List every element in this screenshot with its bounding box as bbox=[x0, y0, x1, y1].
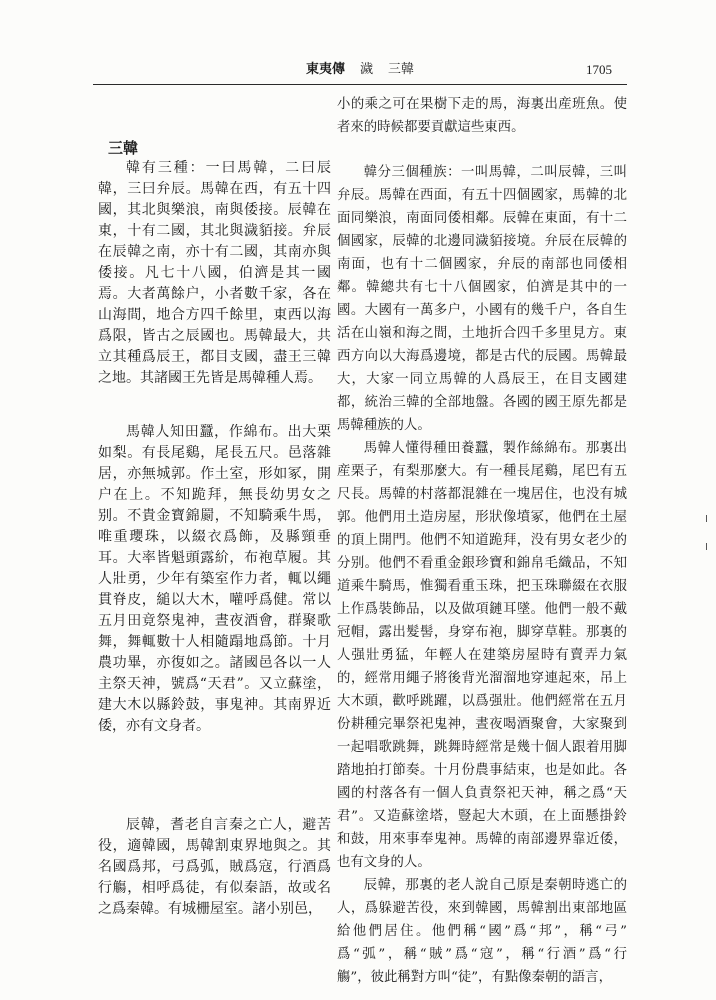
text-line: 道乘牛騎馬，惟獨看重玉珠，把玉珠聯綴在衣服 bbox=[337, 579, 627, 594]
text-line: 踏地拍打節奏。十月份農事結束，也是如此。各 bbox=[337, 763, 627, 778]
classical-paragraph bbox=[98, 815, 331, 920]
text-line: 之地。其諸國王先皆是馬韓種人焉。 bbox=[98, 370, 322, 386]
text-line: 焉。大者萬餘户，小者數千家，各在 bbox=[98, 286, 331, 302]
text-line: 舞，舞輒數十人相隨蹋地爲節。十月 bbox=[98, 634, 331, 650]
text-line: 唯重瓔珠，以綴衣爲飾，及縣頸垂 bbox=[98, 529, 331, 545]
running-title: 東夷傳 bbox=[306, 62, 346, 77]
text-line: 國，其北與樂浪，南與倭接。辰韓在 bbox=[98, 202, 331, 218]
text-line: 耳。大率皆魁頭露紒，布袍草履。其 bbox=[98, 550, 331, 566]
text-line: 大木頭，歡呼跳躍，以爲强壯。他們經常在五月 bbox=[337, 694, 627, 709]
text-line: 五月田竟祭鬼神，晝夜酒會，群聚歌 bbox=[98, 613, 331, 629]
text-line: 國的村落各有一個人負責祭祀天神，稱之爲“天 bbox=[337, 786, 627, 801]
text-line: 人强壯勇猛，年輕人在建築房屋時有賣弄力氣 bbox=[337, 648, 627, 663]
text-line: 分别。他們不看重金銀珍寶和錦帛毛織品，不知 bbox=[337, 556, 627, 571]
text-line: 之爲秦韓。有城栅屋室。諸小别邑， bbox=[98, 901, 322, 917]
text-line: 倭，亦有文身者。 bbox=[98, 718, 210, 734]
translation-paragraph bbox=[337, 161, 627, 437]
text-line: 爲“弧”，稱“賊”爲“寇”，稱“行酒”爲“行 bbox=[337, 947, 627, 962]
text-line: 小的乘之可在果樹下走的馬，海裏出産班魚。使 bbox=[337, 97, 627, 112]
text-line: 馬韓人知田蠶，作綿布。出大栗 bbox=[126, 424, 331, 440]
text-line: 君”。又造蘇塗塔，豎起大木頭，在上面懸掛鈴 bbox=[337, 809, 627, 824]
text-line: 一起唱歌跳舞，跳舞時經常是幾十個人跟着用脚 bbox=[337, 740, 627, 755]
text-line: 居，亦無城郭。作土室，形如冢，開 bbox=[98, 466, 331, 482]
classical-paragraph bbox=[98, 158, 331, 389]
text-line: 貫脊皮，縋以大木，嚾呼爲健。常以 bbox=[98, 592, 331, 608]
text-line: 西方向以大海爲邊境，都是古代的辰國。馬韓最 bbox=[337, 349, 627, 364]
text-line: 者來的時候都要貢獻這些東西。 bbox=[337, 120, 525, 135]
text-line: 户在上。不知跪拜，無長幼男女之 bbox=[98, 487, 331, 503]
running-section-1: 濊 bbox=[360, 62, 374, 77]
text-line: 國。大國有一萬多户，小國有的幾千户，各自生 bbox=[337, 303, 627, 318]
text-line: 在辰韓之南，亦十有二國，其南亦與 bbox=[98, 244, 331, 260]
text-line: 份耕種完畢祭祀鬼神，晝夜喝酒聚會，大家聚到 bbox=[337, 717, 627, 732]
text-line: 辰韓，耆老自言秦之亡人，避苦 bbox=[126, 817, 331, 833]
text-line: 大，大家一同立馬韓的人爲辰王，在目支國建 bbox=[337, 372, 627, 387]
text-line: 馬韓種族的人。 bbox=[337, 418, 431, 433]
text-line: 人，爲躲避苦役，來到韓國，馬韓割出東部地區 bbox=[337, 901, 627, 916]
text-line: 役，適韓國，馬韓割東界地與之。其 bbox=[98, 838, 331, 854]
text-line: 尺長。馬韓的村落都混雜在一塊居住，也没有城 bbox=[337, 487, 627, 502]
section-heading: 三韓 bbox=[108, 139, 139, 157]
text-line: 别。不貴金寶錦罽，不知騎乘牛馬， bbox=[98, 508, 331, 524]
text-line: 弁辰。馬韓在西面，有五十四個國家，馬韓的北 bbox=[337, 188, 627, 203]
text-line: 冠帽，露出髮髻，身穿布袍，脚穿草鞋。那裏的 bbox=[337, 625, 627, 640]
scan-mark bbox=[706, 543, 707, 550]
text-line: 山海間，地合方四千餘里，東西以海 bbox=[98, 307, 331, 323]
text-line: 韓分三個種族：一叫馬韓，二叫辰韓，三叫 bbox=[363, 165, 627, 180]
text-line: 的，經常用繩子將後背光溜溜地穿連起來，吊上 bbox=[337, 671, 627, 686]
text-line: 的頂上開門。他們不知道跪拜，没有男女老少的 bbox=[337, 533, 627, 548]
text-line: 辰韓，那裏的老人說自己原是秦朝時逃亡的 bbox=[363, 878, 627, 893]
translation-paragraph bbox=[337, 874, 627, 989]
page-number: 1705 bbox=[586, 62, 612, 77]
text-line: 上作爲裝飾品，以及做項鏈耳墜。他們一般不戴 bbox=[337, 602, 627, 617]
text-line: 産栗子，有梨那麼大。有一種長尾鷄，尾巴有五 bbox=[337, 464, 627, 479]
classical-text-column bbox=[98, 0, 331, 1000]
text-line: 韓有三種：一曰馬韓，二曰辰 bbox=[126, 160, 331, 176]
translation-paragraph bbox=[337, 93, 627, 139]
text-line: 主祭天神，號爲“天君”。又立蘇塗， bbox=[98, 676, 331, 692]
translation-column bbox=[337, 0, 627, 1000]
text-line: 韓，三曰弁辰。馬韓在西，有五十四 bbox=[98, 181, 331, 197]
text-line: 郭。他們用土造房屋，形狀像墳冢，他們在土屋 bbox=[337, 510, 627, 525]
running-section-2: 三韓 bbox=[388, 62, 415, 77]
text-line: 活在山嶺和海之間，土地折合四千多里見方。東 bbox=[337, 326, 627, 341]
classical-paragraph bbox=[98, 422, 331, 737]
text-line: 人壯勇，少年有築室作力者，輒以繩 bbox=[98, 571, 331, 587]
text-line: 南面，也有十二個國家，弁辰的南部也同倭相 bbox=[337, 257, 627, 272]
translation-paragraph bbox=[337, 437, 627, 874]
text-line: 如梨。有長尾鷄，尾長五尺。邑落雜 bbox=[98, 445, 331, 461]
text-line: 行觴，相呼爲徒，有似秦語，故或名 bbox=[98, 880, 331, 896]
text-line: 爲限，皆古之辰國也。馬韓最大，共 bbox=[98, 328, 331, 344]
text-line: 面同樂浪，南面同倭相鄰。辰韓在東面，有十二 bbox=[337, 211, 627, 226]
text-line: 立其種爲辰王，都目支國，盡王三韓 bbox=[98, 349, 331, 365]
text-line: 名國爲邦，弓爲弧，賊爲寇，行酒爲 bbox=[98, 859, 331, 875]
text-line: 東，十有二國，其北與濊貊接。弁辰 bbox=[98, 223, 331, 239]
text-line: 倭接。凡七十八國，伯濟是其一國 bbox=[98, 265, 331, 281]
text-line: 都，統治三韓的全部地盤。各國的國王原先都是 bbox=[337, 395, 627, 410]
text-line: 給他們居住。他們稱“國”爲“邦”，稱“弓” bbox=[337, 924, 627, 939]
text-line: 也有文身的人。 bbox=[337, 855, 431, 870]
text-line: 建大木以縣鈴鼓，事鬼神。其南界近 bbox=[98, 697, 331, 713]
scan-mark bbox=[706, 515, 707, 522]
text-line: 鄰。韓總共有七十八個國家，伯濟是其中的一 bbox=[337, 280, 627, 295]
text-line: 個國家，辰韓的北邊同濊貊接境。弁辰在辰韓的 bbox=[337, 234, 627, 249]
text-line: 觴”，彼此稱對方叫“徒”，有點像秦朝的語言， bbox=[337, 970, 612, 985]
text-line: 和鼓，用來事奉鬼神。馬韓的南部邊界靠近倭， bbox=[337, 832, 627, 847]
text-line: 農功畢，亦復如之。諸國邑各以一人 bbox=[98, 655, 331, 671]
text-line: 馬韓人懂得種田養蠶，製作絲綿布。那裏出 bbox=[363, 441, 627, 456]
